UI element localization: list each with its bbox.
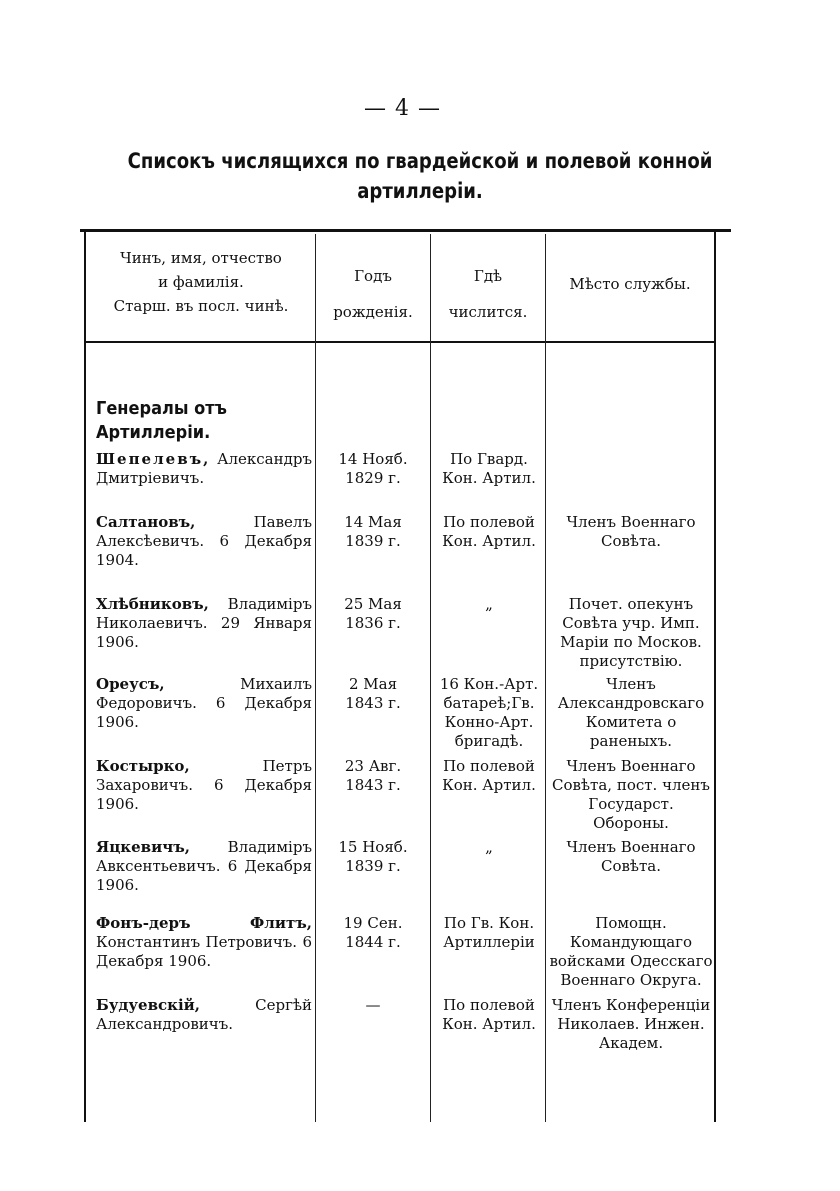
- table-top-rule: [80, 229, 731, 232]
- row-surname: Ореусъ,: [96, 675, 165, 693]
- row-birth-date: 14 Мая 1839 г.: [344, 513, 402, 550]
- row-listed-where: По Гв. Кон. Артиллеріи: [443, 914, 535, 951]
- row-place-of-service: Членъ Александровскаго Комитета о раненыхъ.: [557, 675, 705, 750]
- table-right-border: [714, 232, 716, 1122]
- header-name-line-3: Старш. въ посл. чинѣ.: [113, 297, 289, 315]
- header-name-line-2: и фамилія.: [158, 273, 244, 291]
- row-birth-date: —: [365, 996, 381, 1014]
- row-given-names: Александръ Дмитріевичъ.: [96, 450, 312, 487]
- header-where-line-1: Гдѣ: [473, 267, 503, 285]
- row-given-names: Павелъ Алексѣевичъ. 6 Декабря 1904.: [96, 513, 312, 569]
- page-number: — 4 —: [364, 96, 441, 121]
- column-divider-2: [430, 234, 431, 1122]
- row-place-of-service: Помощн. Командующаго войсками Одесскаго Военнаго Округа.: [549, 914, 713, 989]
- row-name-cell: [96, 450, 312, 488]
- row-birth-date: 15 Нояб. 1839 г.: [338, 838, 408, 875]
- title-line-2: артиллеріи.: [357, 179, 483, 203]
- title-line-1: Списокъ числящихся по гвардейской и полевой конной: [127, 149, 713, 173]
- row-name-cell: [96, 513, 312, 570]
- row-birth-date: 25 Мая 1836 г.: [344, 595, 402, 632]
- header-year-line-2: рожденія.: [333, 303, 413, 321]
- row-listed-where: „: [485, 838, 493, 856]
- page-title: [119, 146, 721, 206]
- header-place: Мѣсто службы.: [569, 275, 691, 293]
- header-year: [318, 258, 428, 330]
- row-birth-date: 14 Нояб. 1829 г.: [338, 450, 408, 487]
- row-surname: Фонъ-деръ Флитъ,: [96, 914, 312, 932]
- row-listed-where: 16 Кон.-Арт. батареѣ;Гв. Конно-Арт. бригадѣ.: [439, 675, 539, 750]
- section-heading: Генералы отъ Артиллеріи.: [96, 398, 227, 443]
- header-name: [90, 246, 312, 318]
- row-name-cell: [96, 914, 312, 971]
- column-divider-1: [315, 234, 316, 1122]
- header-where-line-2: числится.: [448, 303, 528, 321]
- row-given-names: Михаилъ Федоровичъ. 6 Декабря 1906.: [96, 675, 312, 731]
- row-surname: Будуевскій,: [96, 996, 200, 1014]
- row-place-of-service: Почет. опекунъ Совѣта учр. Имп. Маріи по Москов. присутствію.: [560, 595, 702, 670]
- row-place-of-service: Членъ Военнаго Совѣта.: [566, 513, 696, 550]
- row-listed-where: По полевой Кон. Артил.: [442, 996, 536, 1033]
- row-given-names: Владиміръ Николаевичъ. 29 Января 1906.: [96, 595, 312, 651]
- row-surname: Салтановъ,: [96, 513, 196, 531]
- header-name-line-1: Чинъ, имя, отчество: [120, 249, 282, 267]
- row-surname: Хлѣбниковъ,: [96, 595, 209, 613]
- row-name-cell: [96, 675, 312, 732]
- row-name-cell: [96, 838, 312, 895]
- row-listed-where: По полевой Кон. Артил.: [442, 513, 536, 550]
- row-listed-where: По полевой Кон. Артил.: [442, 757, 536, 794]
- row-given-names: Владиміръ Авксентьевичъ. 6 Декабря 1906.: [96, 838, 312, 894]
- row-name-cell: [96, 595, 312, 652]
- row-name-cell: [96, 996, 312, 1034]
- row-birth-date: 2 Мая 1843 г.: [345, 675, 401, 712]
- row-birth-date: 23 Авг. 1843 г.: [344, 757, 402, 794]
- table-left-border: [84, 232, 86, 1122]
- row-place-of-service: Членъ Конференціи Николаев. Инжен. Академ.: [551, 996, 711, 1052]
- row-listed-where: „: [485, 595, 493, 613]
- row-given-names: Петръ Захаровичъ. 6 Декабря 1906.: [96, 757, 312, 813]
- row-place-of-service: Членъ Военнаго Совѣта, пост. членъ Государст. Обороны.: [552, 757, 710, 832]
- header-where: [432, 258, 544, 330]
- row-listed-where: По Гвард. Кон. Артил.: [442, 450, 536, 487]
- row-surname: Костырко,: [96, 757, 190, 775]
- column-divider-3: [545, 234, 546, 1122]
- row-birth-date: 19 Сен. 1844 г.: [343, 914, 403, 951]
- row-given-names: Константинъ Петровичъ. 6 Декабря 1906.: [96, 933, 312, 970]
- row-surname: Яцкевичъ,: [96, 838, 190, 856]
- row-given-names: Сергѣй Александровичъ.: [96, 996, 312, 1033]
- row-place-of-service: Членъ Военнаго Совѣта.: [566, 838, 696, 875]
- row-surname: Шепелевъ,: [96, 450, 211, 468]
- header-year-line-1: Годъ: [354, 267, 392, 285]
- header-bottom-rule: [84, 341, 716, 343]
- row-name-cell: [96, 757, 312, 814]
